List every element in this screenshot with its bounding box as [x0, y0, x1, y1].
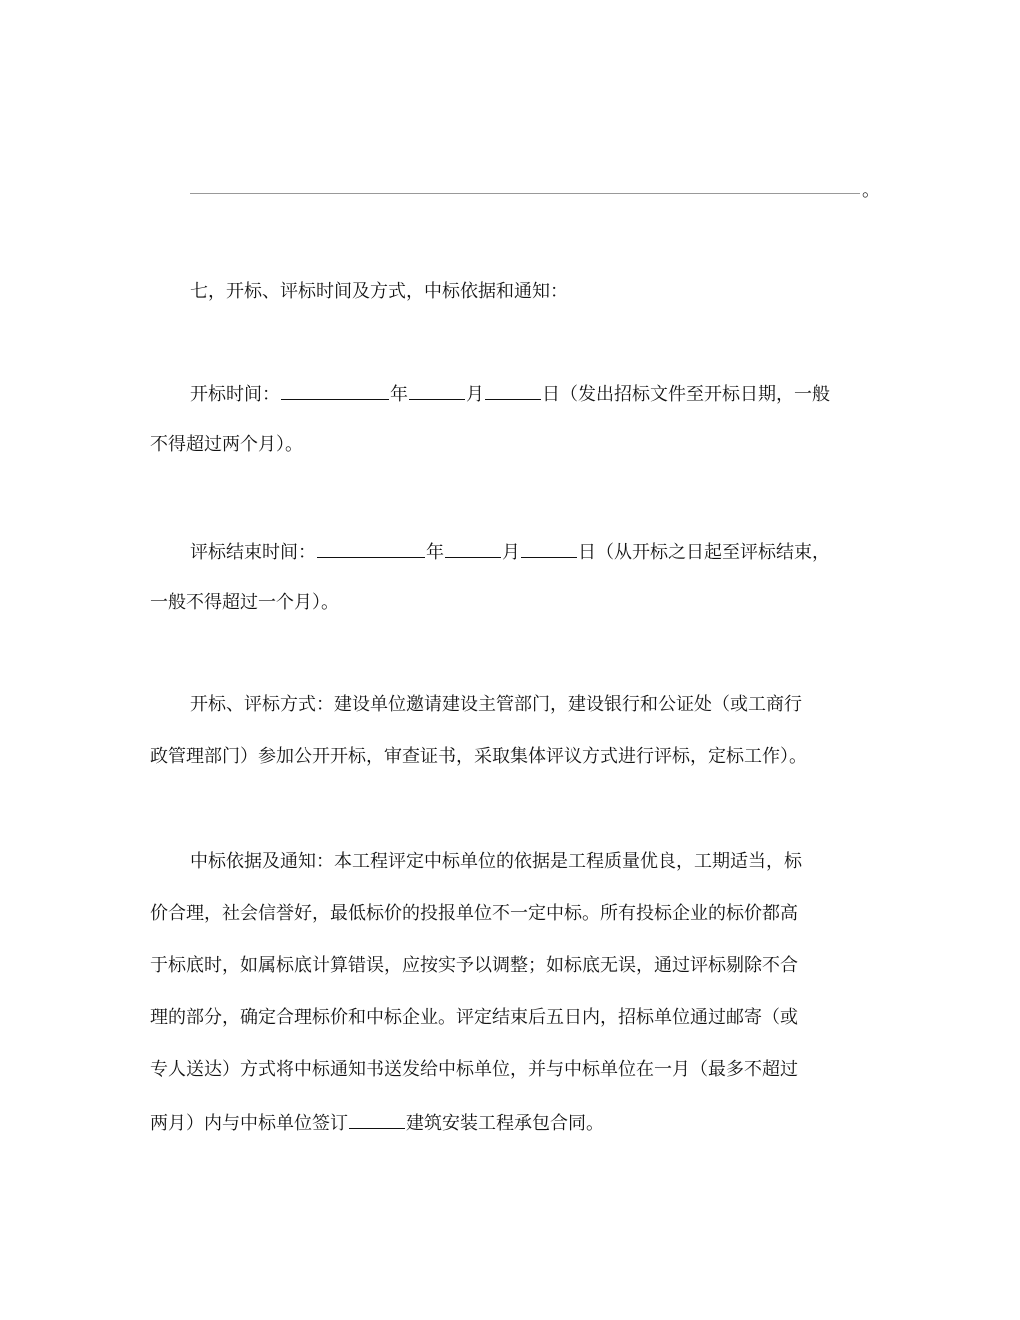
fill-in-line: [190, 193, 860, 194]
line-terminator: 。: [862, 180, 880, 201]
day-note: 日（发出招标文件至开标日期，一般: [542, 384, 830, 405]
evaluation-end-label: 评标结束时间：: [190, 542, 316, 563]
basis-line-6: [150, 1110, 880, 1136]
day-note: 日（从开标之日起至评标结束，: [578, 542, 830, 563]
month-label: 月: [502, 542, 520, 563]
opening-time-label: 开标时间：: [190, 384, 280, 405]
basis-line-6-prefix: 两月）内与中标单位签订: [150, 1113, 348, 1134]
evaluation-end-line: [190, 539, 880, 565]
method-line-1: 开标、评标方式：建设单位邀请建设主管部门，建设银行和公证处（或工商行: [190, 694, 802, 715]
contract-name-blank: [349, 1110, 405, 1129]
year-label: 年: [426, 542, 444, 563]
month-label: 月: [466, 384, 484, 405]
basis-line-3: 于标底时，如属标底计算错误，应按实予以调整；如标底无误，通过评标剔除不合: [150, 955, 798, 976]
method-line-2: 政管理部门）参加公开开标，审查证书，采取集体评议方式进行评标，定标工作）。: [150, 746, 807, 767]
year-label: 年: [390, 384, 408, 405]
opening-time-continuation: 不得超过两个月）。: [150, 434, 303, 455]
month-blank: [445, 539, 501, 558]
basis-line-5: 专人送达）方式将中标通知书送发给中标单位，并与中标单位在一月（最多不超过: [150, 1059, 798, 1080]
year-blank: [317, 539, 425, 558]
day-blank: [485, 381, 541, 400]
evaluation-end-continuation: 一般不得超过一个月）。: [150, 592, 339, 613]
basis-line-1: 中标依据及通知：本工程评定中标单位的依据是工程质量优良，工期适当，标: [190, 851, 802, 872]
day-blank: [521, 539, 577, 558]
opening-time-line: [190, 381, 880, 407]
basis-line-6-suffix: 建筑安装工程承包合同。: [406, 1113, 604, 1134]
section-heading: 七，开标、评标时间及方式，中标依据和通知：: [190, 281, 568, 302]
basis-line-2: 价合理，社会信誉好，最低标价的投报单位不一定中标。所有投标企业的标价都高: [150, 903, 798, 924]
basis-line-4: 理的部分，确定合理标价和中标企业。评定结束后五日内，招标单位通过邮寄（或: [150, 1007, 798, 1028]
month-blank: [409, 381, 465, 400]
year-blank: [281, 381, 389, 400]
